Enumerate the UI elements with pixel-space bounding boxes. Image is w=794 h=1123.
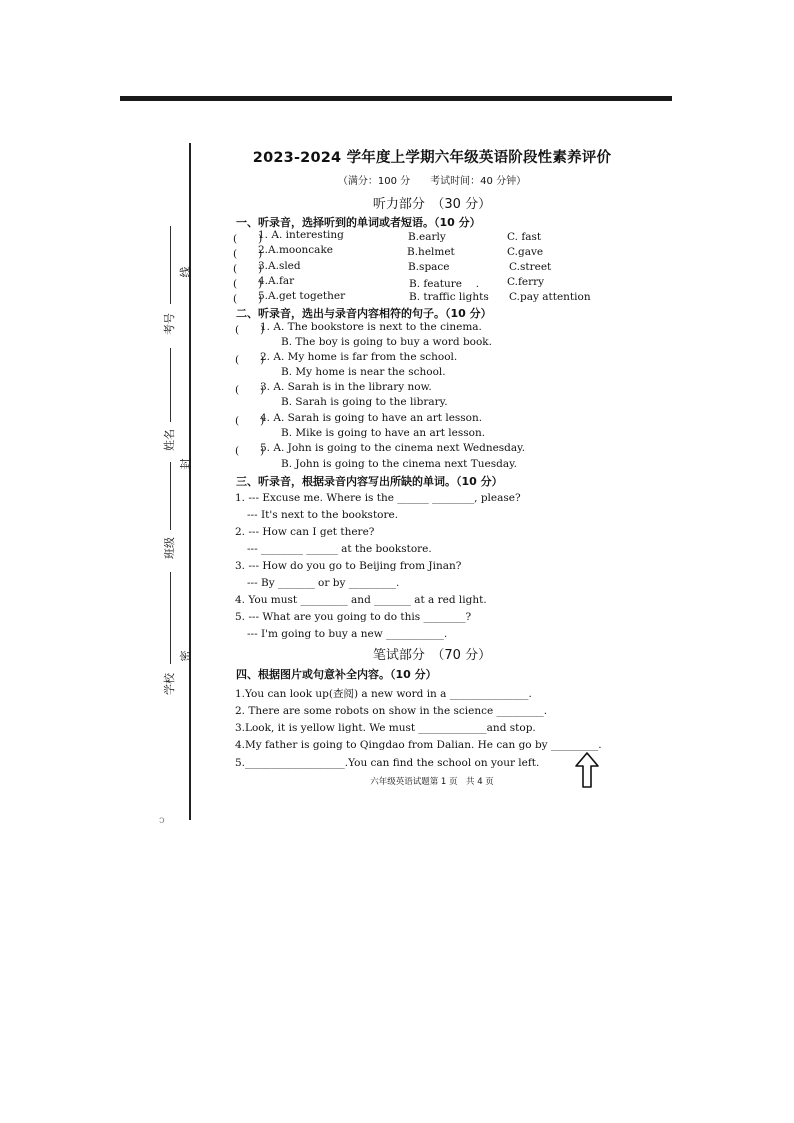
part2-q3-a: 3. A. Sarah is in the library now. [260, 381, 432, 393]
part1-q1-a: 1. A. interesting [258, 229, 344, 241]
answer-paren[interactable]: ( ) [235, 324, 265, 336]
answer-paren[interactable]: ( ) [235, 415, 265, 427]
page-subtitle: （满分：100 分 考试时间：40 分钟） [337, 176, 527, 187]
answer-paren[interactable]: ( ) [233, 263, 263, 275]
binding-mark-mi: 密 [179, 650, 192, 662]
part1-q4-c: C.ferry [507, 276, 545, 288]
part2-q3-b: B. Sarah is going to the library. [281, 396, 448, 408]
label-exam-number: 考号 [163, 313, 176, 335]
part3-line-3: 2. --- How can I get there? [235, 526, 375, 538]
page-footer: 六年级英语试题第 1 页 共 4 页 [370, 777, 494, 787]
binding-line [189, 143, 191, 820]
part3-line-9: --- I'm going to buy a new ___________. [247, 628, 448, 640]
part2-q4-b: B. Mike is going to have an art lesson. [281, 427, 486, 439]
part1-q1-b: B.early [408, 231, 446, 243]
listening-heading: 听力部分 （30 分） [372, 197, 492, 212]
part1-q3-a: 3.A.sled [258, 260, 301, 272]
part1-q5-b: B. traffic lights [409, 291, 489, 303]
part4-line-2: 2. There are some robots on show in the science _________. [235, 705, 548, 717]
label-class: 班级 [163, 537, 176, 559]
part4-title: 四、根据图片或句意补全内容。（10 分） [236, 668, 437, 681]
part3-line-7: 4. You must _________ and _______ at a red light. [235, 594, 487, 606]
part4-line-1: 1.You can look up(查阅) a new word in a _______________. [235, 688, 532, 700]
exam-number-field[interactable] [170, 226, 171, 304]
part1-q5-a: 5.A.get together [258, 290, 346, 302]
answer-paren[interactable]: ( ) [233, 248, 263, 260]
part2-q2-b: B. My home is near the school. [281, 366, 446, 378]
answer-paren[interactable]: ( ) [233, 233, 263, 245]
label-name: 姓名 [163, 429, 176, 451]
part1-q2-b: B.helmet [407, 246, 455, 258]
part2-q5-b: B. John is going to the cinema next Tuesday. [281, 458, 517, 470]
part3-line-8: 5. --- What are you going to do this ________? [235, 611, 472, 623]
stray-mark: ↄ [159, 815, 165, 826]
part3-line-1: 1. --- Excuse me. Where is the ______ ________, please? [235, 492, 521, 504]
answer-paren[interactable]: ( ) [233, 278, 263, 290]
part1-q5-c: C.pay attention [509, 291, 591, 303]
part1-q3-b: B.space [408, 261, 450, 273]
part2-q5-a: 5. A. John is going to the cinema next Wednesday. [260, 442, 526, 454]
part2-q1-b: B. The boy is going to buy a word book. [281, 336, 493, 348]
binding-mark-xian: 线 [179, 266, 192, 278]
answer-paren[interactable]: ( ) [233, 293, 263, 305]
part1-q2-c: C.gave [507, 246, 544, 258]
part1-q4-b: B. feature . [409, 278, 480, 290]
part3-line-5: 3. --- How do you go to Beijing from Jinan? [235, 560, 462, 572]
class-field[interactable] [170, 462, 171, 530]
school-field[interactable] [170, 572, 171, 664]
answer-paren[interactable]: ( ) [235, 445, 265, 457]
name-field[interactable] [170, 348, 171, 422]
top-rule [120, 96, 672, 101]
part2-q2-a: 2. A. My home is far from the school. [260, 351, 458, 363]
part4-line-5: 5.___________________.You can find the school on your left. [235, 757, 540, 769]
part2-q1-a: 1. A. The bookstore is next to the cinema. [260, 321, 482, 333]
page-title: 2023-2024 学年度上学期六年级英语阶段性素养评价 [252, 150, 612, 166]
part1-q1-c: C. fast [507, 231, 542, 243]
answer-paren[interactable]: ( ) [235, 354, 265, 366]
writing-heading: 笔试部分 （70 分） [372, 648, 492, 663]
part1-q3-c: C.street [509, 261, 552, 273]
part3-title: 三、听录音，根据录音内容写出所缺的单词。（10 分） [236, 475, 503, 488]
answer-paren[interactable]: ( ) [235, 384, 265, 396]
part1-q2-a: 2.A.mooncake [258, 244, 334, 256]
label-school: 学校 [163, 673, 176, 695]
part3-line-6: --- By _______ or by _________. [247, 577, 400, 589]
part4-line-3: 3.Look, it is yellow light. We must _____________and stop. [235, 722, 536, 734]
part2-title: 二、听录音，选出与录音内容相符的句子。（10 分） [236, 307, 492, 320]
part2-q4-a: 4. A. Sarah is going to have an art lesson. [260, 412, 483, 424]
part1-q4-a: 4.A.far [258, 275, 295, 287]
part3-line-4: --- ________ ______ at the bookstore. [247, 543, 432, 555]
binding-mark-feng: 封 [179, 458, 192, 470]
part1-title: 一、听录音，选择听到的单词或者短语。（10 分） [236, 216, 481, 229]
part4-line-4: 4.My father is going to Qingdao from Dalian. He can go by _________. [235, 739, 602, 751]
part3-line-2: --- It's next to the bookstore. [247, 509, 399, 521]
